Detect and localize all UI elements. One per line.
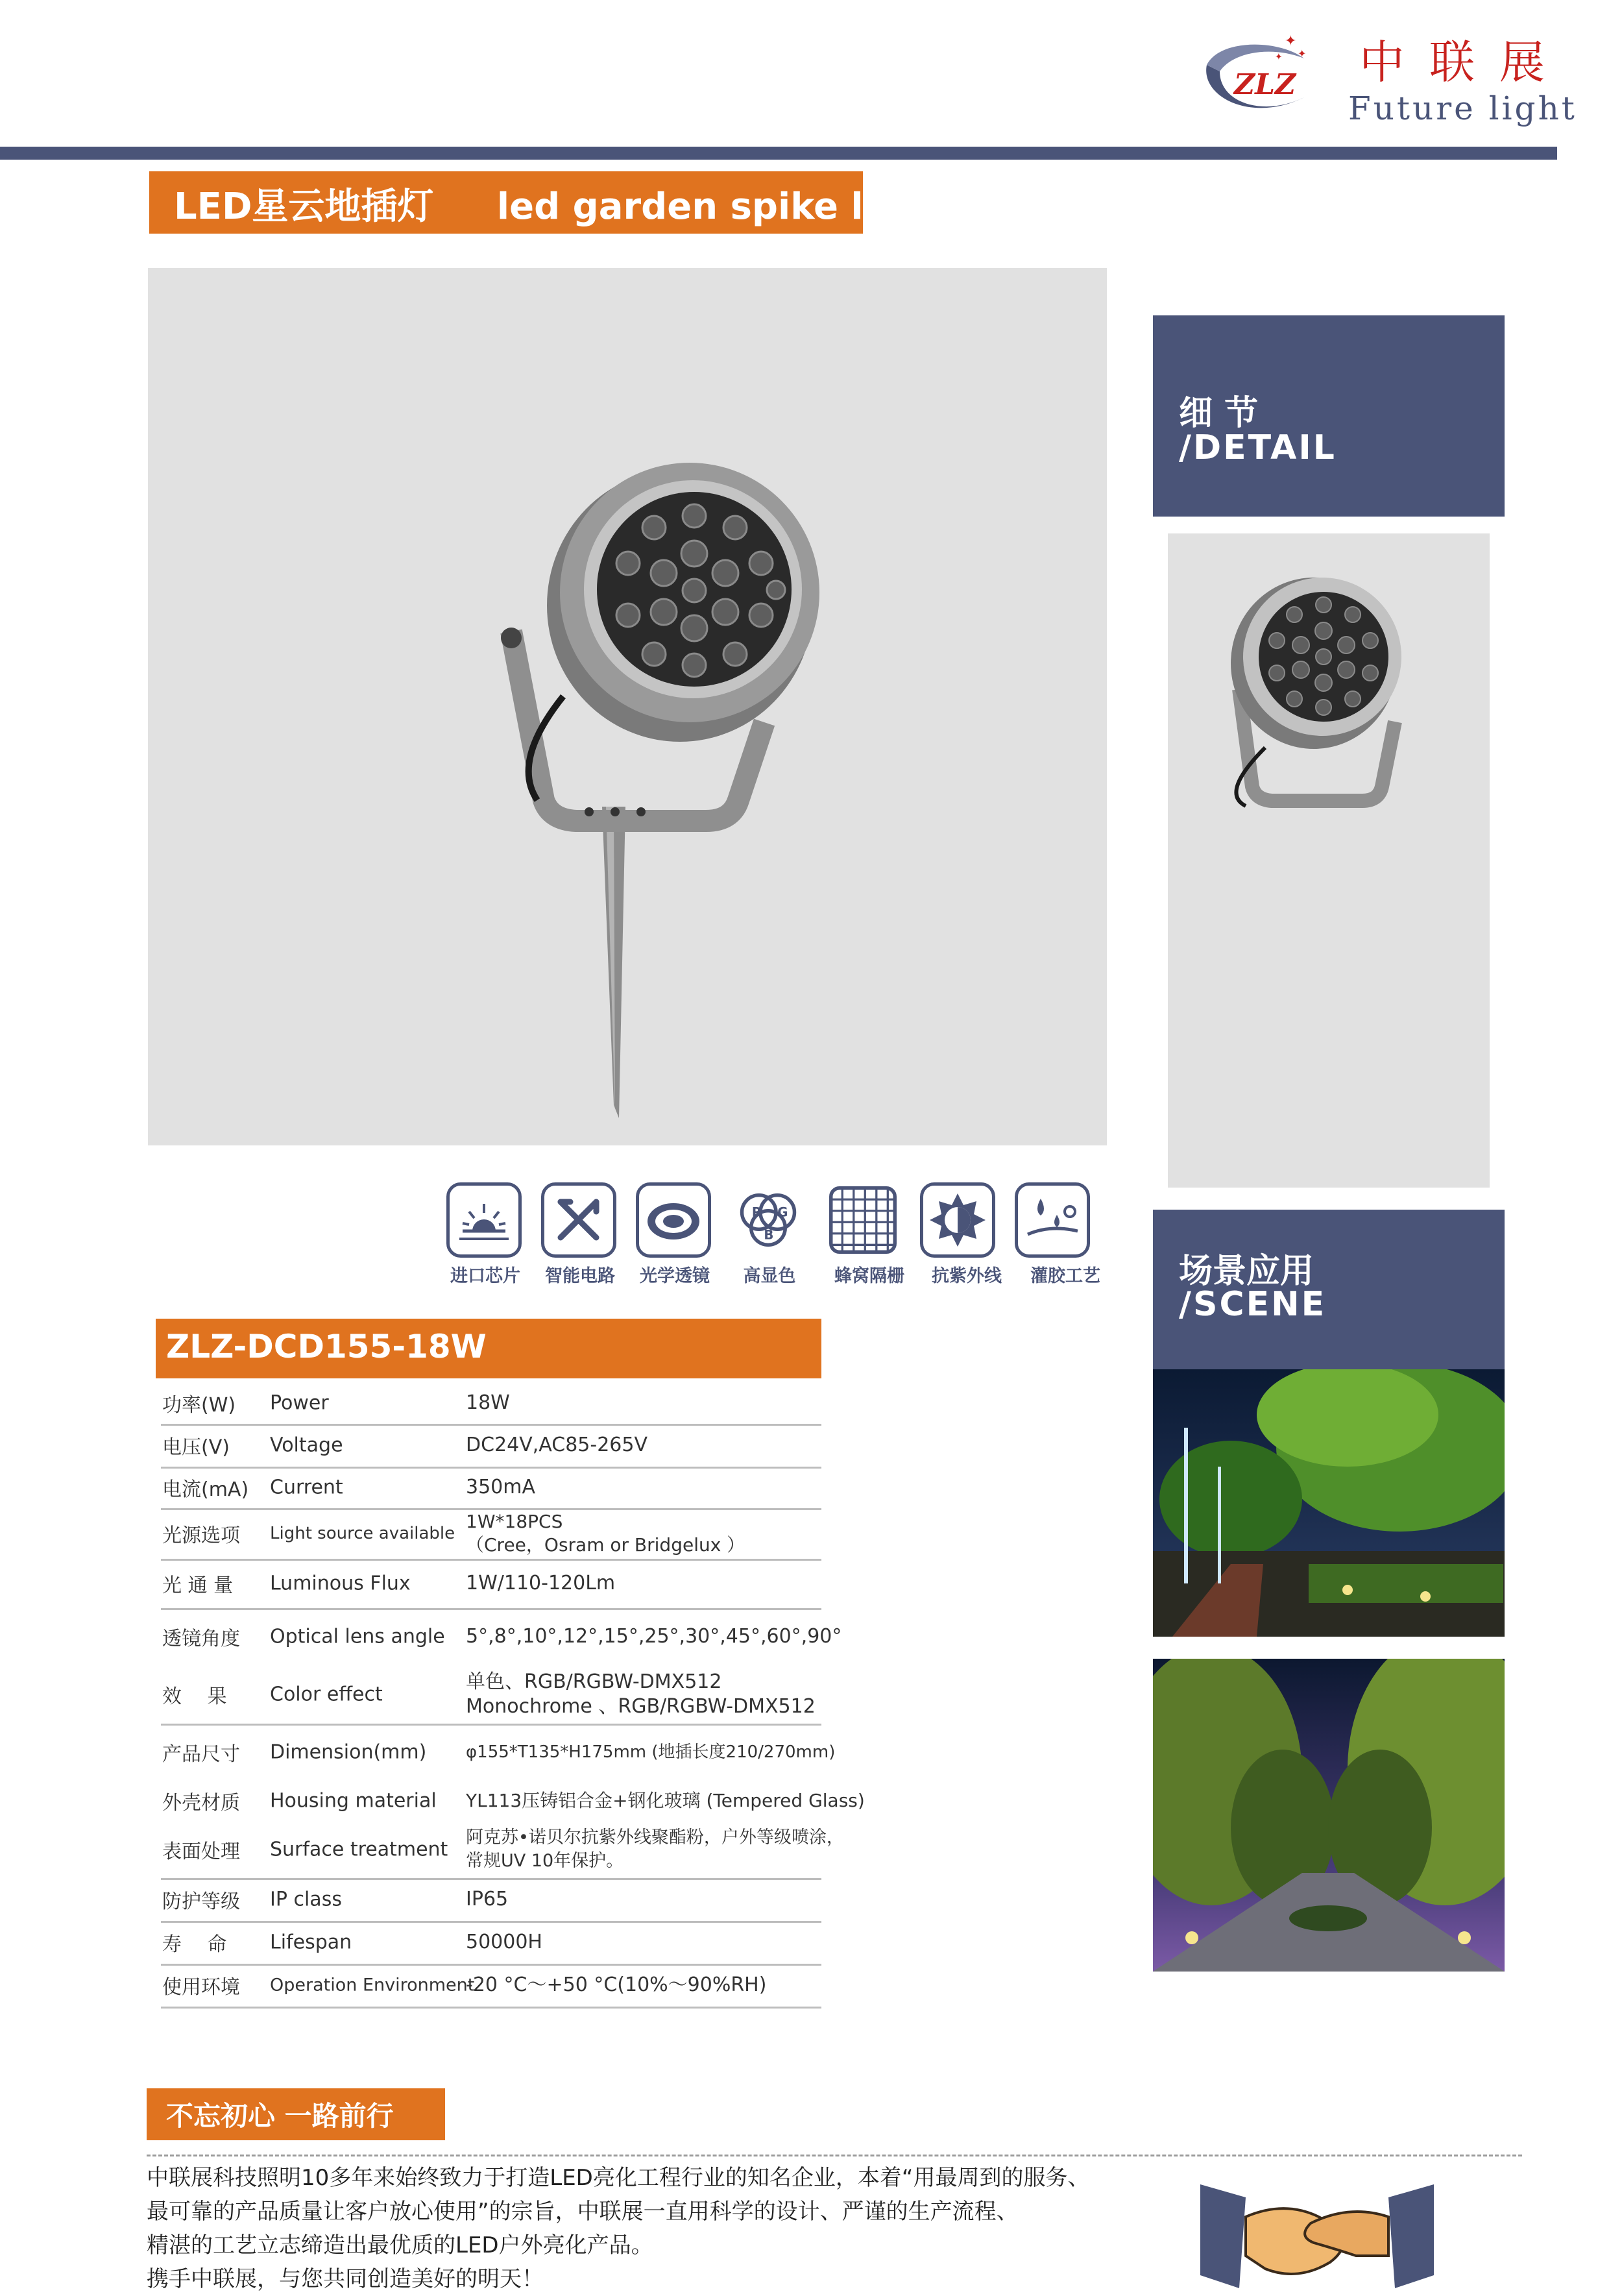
feature-label: 抗紫外线 (932, 1266, 1002, 1286)
spec-label-en: Luminous Flux (270, 1572, 411, 1595)
spec-label-en: Light source available (270, 1524, 455, 1543)
spec-label-cn: 表面处理 (162, 1840, 240, 1863)
title-en: led garden spike light (496, 186, 945, 228)
feature-label: 蜂窝隔栅 (834, 1266, 904, 1286)
page-title (174, 178, 945, 230)
smart-circuit-icon (541, 1182, 616, 1258)
detail-header (1153, 315, 1505, 517)
optical-lens-icon (636, 1182, 711, 1258)
spec-label-en: Voltage (270, 1434, 343, 1457)
intro-line: 携手中联展，与您共同创造美好的明天！ (147, 2266, 544, 2292)
detail-title-cn: 细 节 (1179, 394, 1259, 433)
spec-value-line: 阿克苏•诺贝尔抗紫外线聚酯粉，户外等级喷涂， (466, 1827, 844, 1848)
spec-label-cn: 外壳材质 (162, 1792, 240, 1814)
spec-value: DC24V,AC85-265V (466, 1434, 648, 1456)
spec-value-line: 常规UV 10年保护。 (466, 1851, 624, 1871)
logo-mark-text: ZLZ (1234, 68, 1296, 101)
spec-label-en: Surface treatment (270, 1838, 448, 1861)
spec-value (466, 1670, 816, 1719)
spec-row (161, 1424, 821, 1469)
spec-row (161, 1724, 836, 1781)
glue-process-icon (1015, 1182, 1090, 1258)
spec-value: 50000H (466, 1931, 542, 1953)
led-chip-icon (446, 1182, 522, 1258)
header-divider (0, 147, 1557, 160)
spec-row (161, 1467, 821, 1510)
spec-label-cn: 寿 命 (162, 1933, 227, 1956)
spec-value: 1W/110-120Lm (466, 1572, 616, 1594)
scene-header (1153, 1210, 1505, 1369)
spec-label-en: Lifespan (270, 1931, 352, 1954)
scene-photo-1 (1153, 1369, 1505, 1637)
spec-value-line: 1W*18PCS (466, 1511, 563, 1532)
spec-row (161, 1559, 821, 1610)
title-cn: LED星云地插灯 (174, 186, 434, 228)
brand-name-en: Future light (1348, 90, 1577, 127)
feature-label: 进口芯片 (450, 1266, 520, 1286)
spec-row (161, 1382, 821, 1426)
company-intro (147, 2161, 1089, 2296)
svg-text:✦: ✦ (1275, 52, 1283, 62)
spec-row (161, 1821, 844, 1880)
dashed-divider (147, 2155, 1522, 2156)
scene-title-cn: 场景应用 (1179, 1252, 1314, 1291)
spec-value (466, 1510, 745, 1557)
spec-value: IP65 (466, 1888, 509, 1911)
anti-uv-icon (920, 1182, 995, 1258)
spec-label-cn: 光源选项 (162, 1524, 240, 1547)
spec-label-cn: 使用环境 (162, 1976, 240, 1999)
spec-value-line: 单色、RGB/RGBW-DMX512 (466, 1670, 722, 1693)
spec-label-cn: 功率(W) (162, 1394, 236, 1417)
spec-row (161, 1964, 821, 2009)
spec-row (161, 1508, 821, 1561)
spec-value: -20 °C～+50 °C(10%～90%RH) (466, 1973, 767, 1996)
spec-value (466, 1826, 844, 1873)
spec-label-en: Operation Environment (270, 1975, 475, 1996)
spec-row (161, 1665, 821, 1726)
svg-text:B: B (764, 1227, 774, 1243)
handshake-icon (1200, 2178, 1434, 2295)
motto: 不忘初心 一路前行 (166, 2100, 394, 2132)
spec-value: φ155*T135*H175mm (地插长度210/270mm) (466, 1742, 836, 1762)
spec-label-cn: 电压(V) (162, 1436, 230, 1459)
product-image (148, 268, 1107, 1145)
spec-value-line: （Cree，Osram or Bridgelux ） (466, 1534, 745, 1556)
spec-label-cn: 防护等级 (162, 1890, 240, 1913)
feature-label: 灌胶工艺 (1030, 1266, 1100, 1286)
spec-label-cn: 效 果 (162, 1685, 227, 1708)
model-number: ZLZ-DCD155-18W (166, 1328, 487, 1365)
scene-title-en: /SCENE (1179, 1285, 1327, 1324)
feature-label: 智能电路 (545, 1266, 615, 1286)
spec-value: 350mA (466, 1476, 536, 1498)
spec-value: YL113压铸铝合金+钢化玻璃 (Tempered Glass) (466, 1790, 865, 1811)
spec-row (161, 1781, 865, 1821)
spec-row (161, 1921, 821, 1966)
spec-label-cn: 产品尺寸 (162, 1743, 240, 1766)
svg-text:R: R (751, 1204, 762, 1220)
spec-value: 18W (466, 1391, 510, 1414)
honeycomb-grid-icon (825, 1182, 901, 1258)
intro-line: 最可靠的产品质量让客户放心使用”的宗旨，中联展一直用科学的设计、严谨的生产流程、 (147, 2199, 1019, 2225)
scene-photo-2 (1153, 1659, 1505, 1972)
spec-label-cn: 电流(mA) (162, 1478, 249, 1501)
svg-text:✦: ✦ (1285, 33, 1297, 49)
brand-logo-icon (1194, 26, 1317, 130)
feature-label: 高显色 (743, 1266, 796, 1286)
spec-label-en: Housing material (270, 1789, 437, 1813)
spec-label-en: IP class (270, 1888, 342, 1911)
spec-value: 5°,8°,10°,12°,15°,25°,30°,45°,60°,90° (466, 1625, 842, 1648)
spec-row (161, 1878, 821, 1923)
spec-label-en: Current (270, 1476, 343, 1499)
spec-label-en: Dimension(mm) (270, 1740, 427, 1764)
spec-label-en: Optical lens angle (270, 1625, 445, 1648)
intro-line: 精湛的工艺立志缔造出最优质的LED户外亮化产品。 (147, 2232, 653, 2258)
svg-text:G: G (777, 1204, 788, 1220)
spec-label-cn: 透镜角度 (162, 1628, 240, 1650)
spec-value-line: Monochrome 、RGB/RGBW-DMX512 (466, 1695, 816, 1718)
spec-label-cn: 光 通 量 (162, 1574, 234, 1597)
detail-title-en: /DETAIL (1179, 428, 1337, 467)
svg-text:✦: ✦ (1298, 47, 1307, 60)
intro-line: 中联展科技照明10多年来始终致力于打造LED亮化工程行业的知名企业，本着“用最周到的服务、 (147, 2165, 1090, 2191)
feature-label: 光学透镜 (640, 1266, 710, 1286)
spec-label-en: Power (270, 1391, 329, 1415)
rgb-icon (731, 1182, 806, 1258)
detail-image (1168, 533, 1490, 1188)
spec-row (161, 1608, 842, 1665)
spec-label-en: Color effect (270, 1683, 383, 1706)
brand-name-cn: 中联展 (1359, 36, 1569, 89)
